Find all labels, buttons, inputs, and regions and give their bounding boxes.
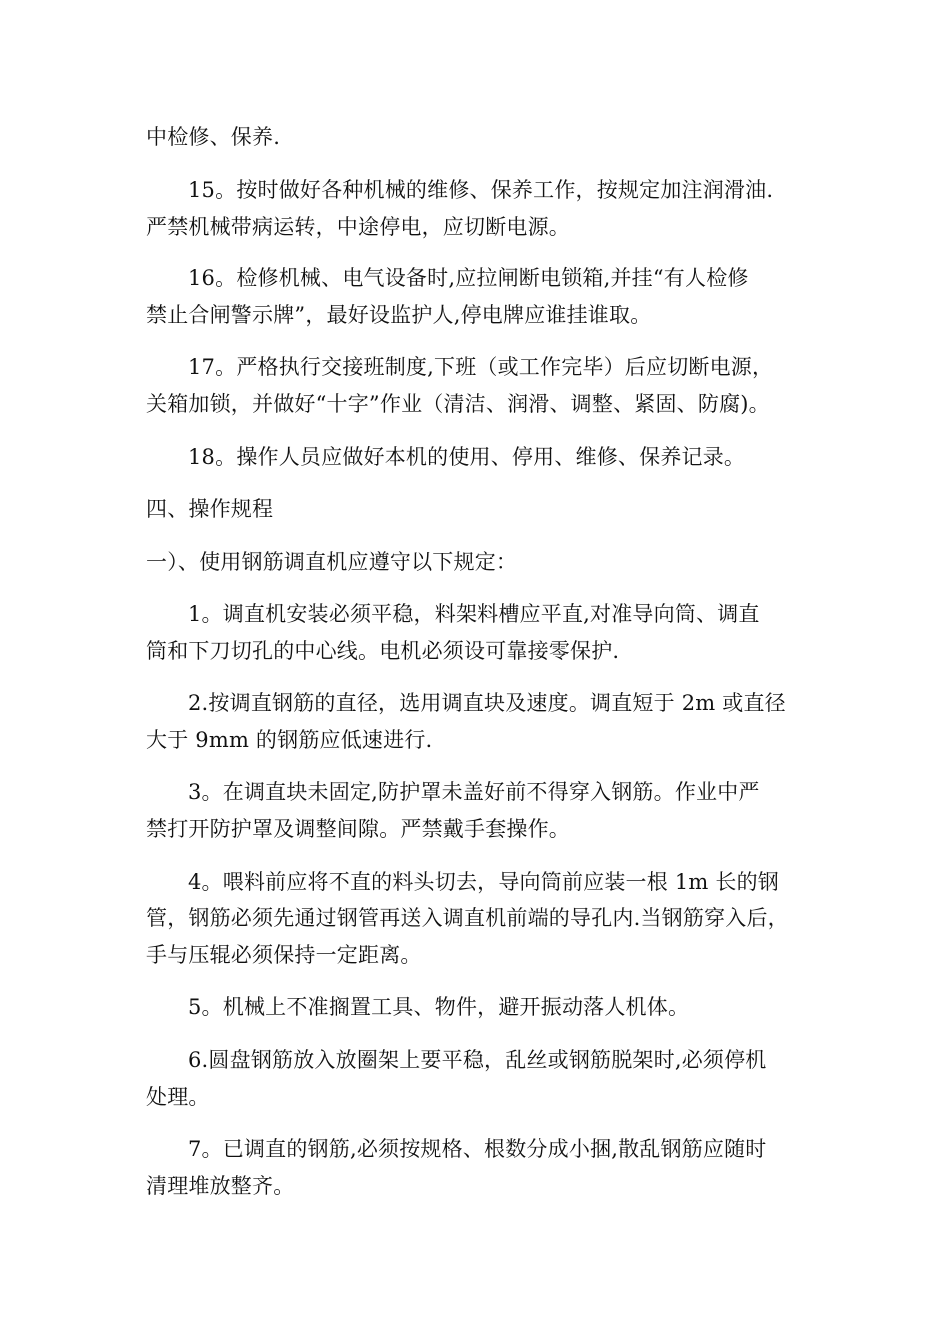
paragraph-17-line-1: 17。严格执行交接班制度,下班（或工作完毕）后应切断电源， xyxy=(188,355,774,379)
text-line: 中检修、保养. xyxy=(146,125,281,149)
item-1-line-1: 1。调直机安装必须平稳，料架料槽应平直,对准导向筒、调直 xyxy=(188,602,760,626)
item-4-line-1: 4。喂料前应将不直的料头切去，导向筒前应装一根 1m 长的钢 xyxy=(188,870,779,894)
paragraph-15-line-1: 15。按时做好各种机械的维修、保养工作，按规定加注润滑油. xyxy=(188,178,774,202)
item-5: 5。机械上不准搁置工具、物件，避开振动落人机体。 xyxy=(188,995,690,1019)
subsection-heading: 一）、使用钢筋调直机应遵守以下规定： xyxy=(146,550,518,574)
item-2-line-1: 2.按调直钢筋的直径，选用调直块及速度。调直短于 2m 或直径 xyxy=(188,691,786,715)
paragraph-15-line-2: 严禁机械带病运转，中途停电，应切断电源。 xyxy=(146,215,570,239)
item-4-line-3: 手与压辊必须保持一定距离。 xyxy=(146,943,422,967)
item-6-line-2: 处理。 xyxy=(146,1085,210,1109)
item-7-line-1: 7。已调直的钢筋,必须按规格、根数分成小捆,散乱钢筋应随时 xyxy=(188,1137,767,1161)
item-3-line-1: 3。在调直块未固定,防护罩未盖好前不得穿入钢筋。作业中严 xyxy=(188,780,760,804)
paragraph-18: 18。操作人员应做好本机的使用、停用、维修、保养记录。 xyxy=(188,445,746,469)
item-6-line-1: 6.圆盘钢筋放入放圈架上要平稳，乱丝或钢筋脱架时,必须停机 xyxy=(188,1048,767,1072)
item-7-line-2: 清理堆放整齐。 xyxy=(146,1174,295,1198)
item-2-line-2: 大于 9mm 的钢筋应低速进行. xyxy=(146,728,433,752)
paragraph-17-line-2: 关箱加锁，并做好“十字”作业（清洁、润滑、调整、紧固、防腐)。 xyxy=(146,392,770,416)
item-4-line-2: 管，钢筋必须先通过钢管再送入调直机前端的导孔内.当钢筋穿入后， xyxy=(146,906,789,930)
section-heading: 四、操作规程 xyxy=(146,497,274,521)
paragraph-16-line-2: 禁止合闸警示牌”，最好设监护人,停电牌应谁挂谁取。 xyxy=(146,303,652,327)
item-1-line-2: 筒和下刀切孔的中心线。电机必须设可靠接零保护. xyxy=(146,639,620,663)
paragraph-16-line-1: 16。检修机械、电气设备时,应拉闸断电锁箱,并挂“有人检修 xyxy=(188,266,749,290)
item-3-line-2: 禁打开防护罩及调整间隙。严禁戴手套操作。 xyxy=(146,817,570,841)
